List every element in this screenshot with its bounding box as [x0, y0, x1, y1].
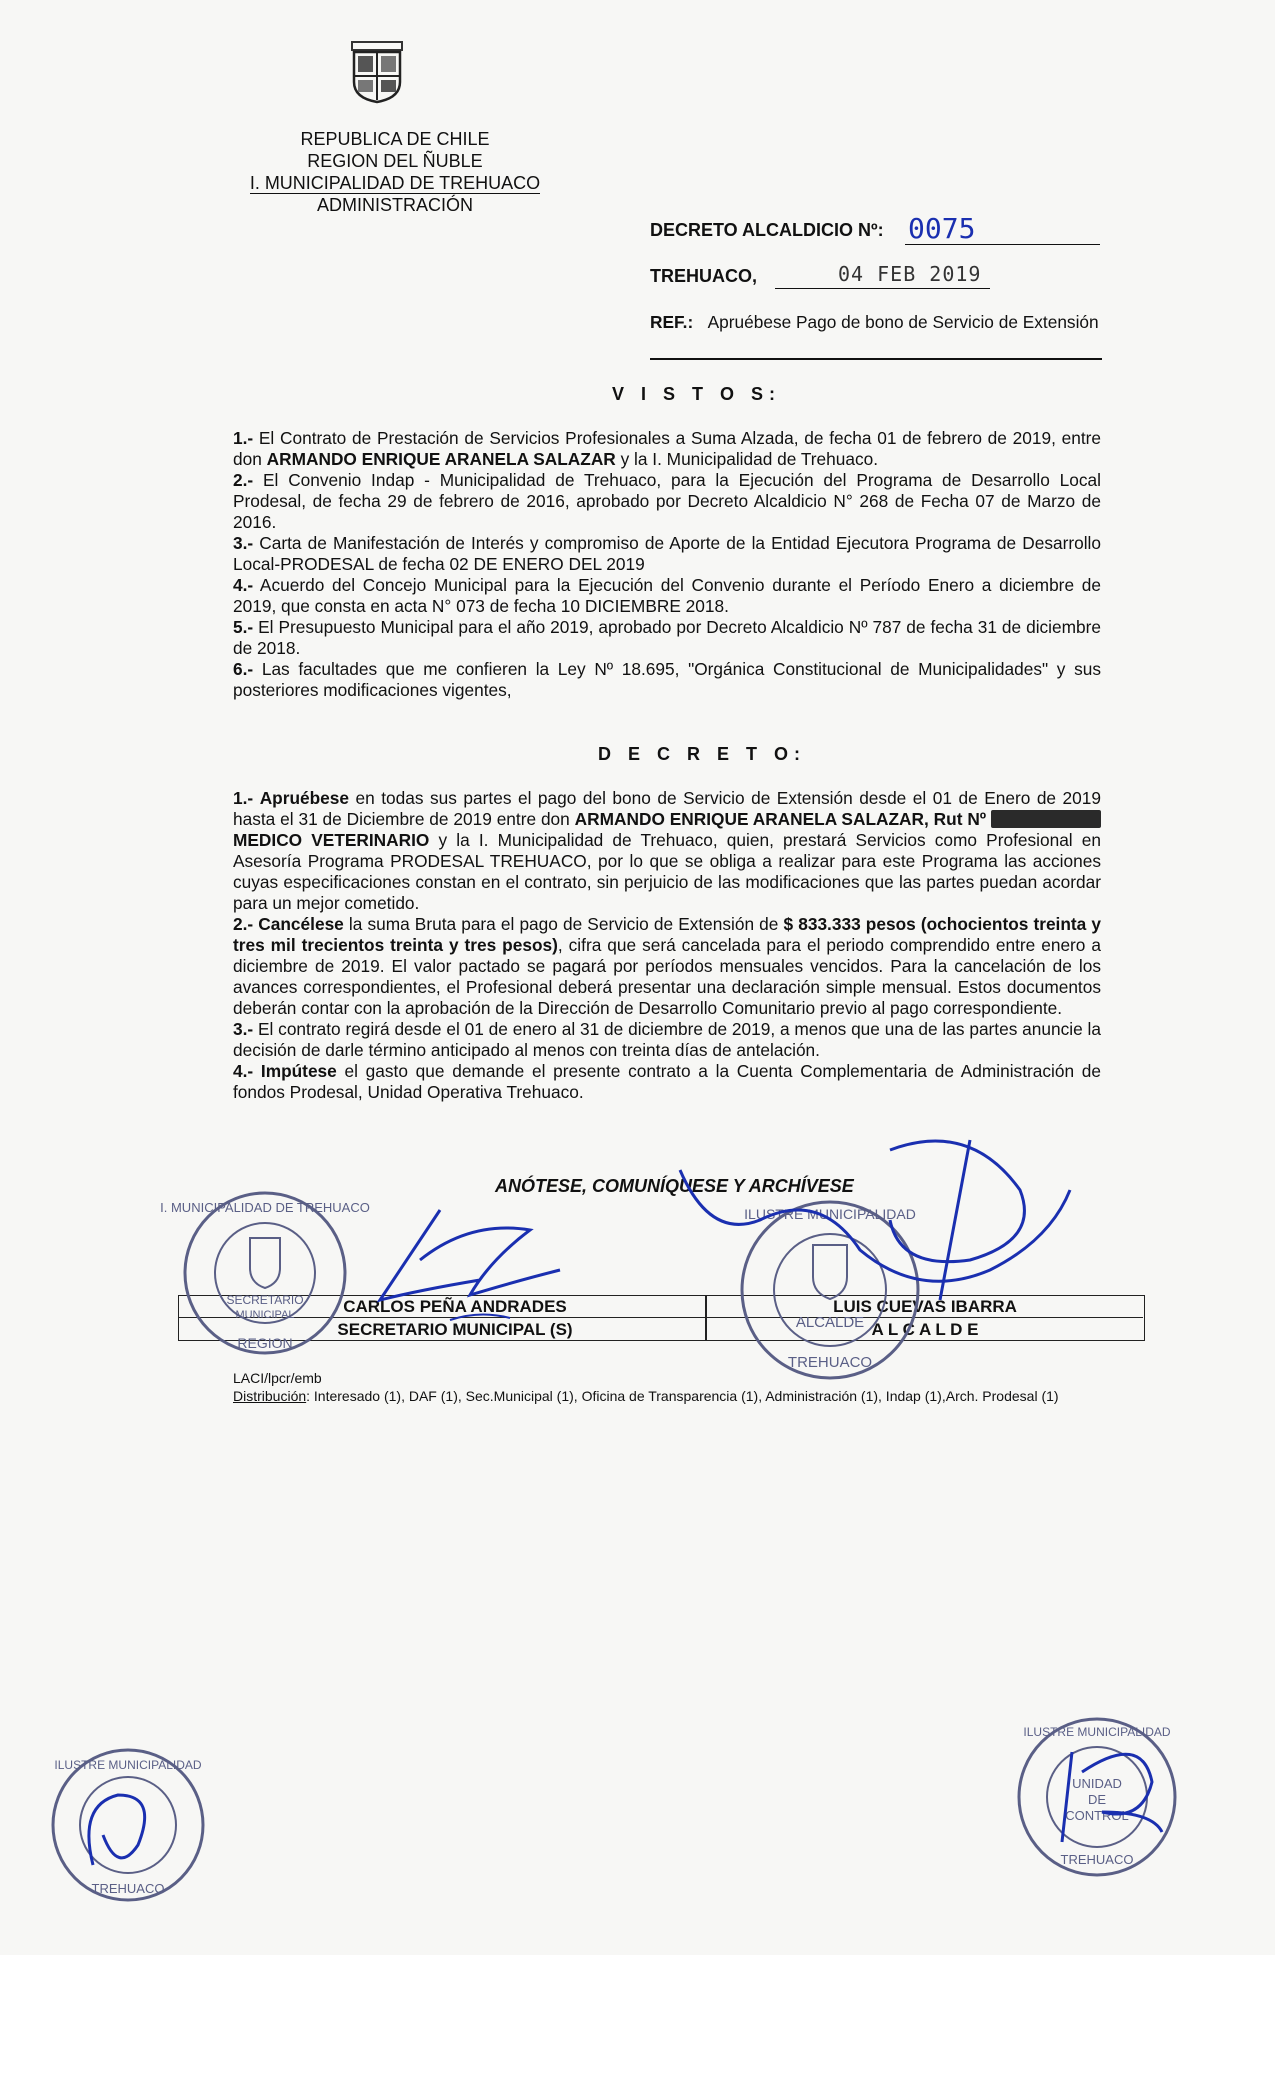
vistos-item: 4.- Acuerdo del Concejo Municipal para la Ejecución del Convenio durante el Período Enero a diciembre de 2019, que consta en acta N° 073 de fecha 10 DICIEMBRE 2018. [233, 575, 1101, 616]
decreto-item-2: 2.- Cancélese la suma Bruta para el pago de Servicio de Extensión de $ 833.333 pesos (ochocientos treinta y tres mil trecientos treinta y tres pesos), cifra que será cancelada para el periodo comprendido entre enero a diciembre de 2019. El valor pactado se pagará por períodos mensuales vencidos. Para la cancelación de los avances correspondientes, el Profesional deberá presentar una declaración simple mensual. Estos documentos deberán contar con la aprobación de la Dirección de Desarrollo Comunitario previo al pago correspondiente. [233, 914, 1101, 1018]
svg-text:MUNICIPAL: MUNICIPAL [235, 1309, 295, 1321]
svg-text:UNIDAD: UNIDAD [1072, 1776, 1122, 1791]
svg-text:TREHUACO: TREHUACO [1060, 1852, 1134, 1867]
decreto-item-3: 3.- El contrato regirá desde el 01 de enero al 31 de diciembre de 2019, a menos que una de las partes anuncie la decisión de darle término anticipado al menos con treinta días de antelación. [233, 1019, 1101, 1060]
svg-text:TREHUACO: TREHUACO [787, 1354, 873, 1371]
vistos-item: 1.- El Contrato de Prestación de Servicios Profesionales a Suma Alzada, de fecha 01 de febrero de 2019, entre don ARMANDO ENRIQUE ARANELA SALAZAR y la I. Municipalidad de Trehuaco. [233, 428, 1101, 469]
decreto-title: D E C R E T O: [598, 744, 807, 764]
lower-right-seal-icon [1012, 1712, 1182, 1882]
svg-text:I. MUNICIPALIDAD DE TREHUACO: I. MUNICIPALIDAD DE TREHUACO [160, 1200, 370, 1215]
decree-number-label: DECRETO ALCALDICIO Nº: [650, 220, 884, 240]
secretario-signature-icon [360, 1200, 580, 1350]
svg-text:DE: DE [1087, 1792, 1107, 1807]
header-municipalidad: I. MUNICIPALIDAD DE TREHUACO [249, 173, 541, 193]
vistos-item: 5.- El Presupuesto Municipal para el año 2019, aprobado por Decreto Alcaldicio Nº 787 de fecha 31 de diciembre de 2018. [233, 617, 1101, 658]
svg-text:ILUSTRE MUNICIPALIDAD: ILUSTRE MUNICIPALIDAD [1023, 1725, 1171, 1739]
svg-text:ILUSTRE MUNICIPALIDAD: ILUSTRE MUNICIPALIDAD [744, 1206, 916, 1222]
vistos-item: 3.- Carta de Manifestación de Interés y compromiso de Aporte de la Entidad Ejecutora Programa de Desarrollo Local-PRODESAL de fecha 02 DE ENERO DEL 2019 [233, 533, 1101, 574]
svg-text:SECRETARIO: SECRETARIO [226, 1293, 304, 1307]
redacted-rut [991, 810, 1101, 828]
decreto-body [233, 788, 1101, 1103]
alcalde-name: LUIS CUEVAS IBARRA [833, 1297, 1017, 1316]
decreto-item-4: 4.- Impútese el gasto que demande el presente contrato a la Cuenta Complementaria de Administración de fondos Prodesal, Unidad Operativa Trehuaco. [233, 1061, 1102, 1102]
header-region: REGION DEL ÑUBLE [307, 151, 483, 171]
decree-date-stamp: 04 FEB 2019 [838, 262, 982, 286]
svg-text:TREHUACO: TREHUACO [91, 1881, 165, 1896]
municipal-crest-icon [346, 38, 408, 104]
decree-number-handwritten: 0075 [908, 212, 976, 245]
svg-text:CONTROL: CONTROL [1065, 1808, 1129, 1823]
page-margin [0, 1955, 1275, 2100]
decree-reference [650, 312, 1100, 333]
decreto-item-1: 1.- Apruébese en todas sus partes el pago del bono de Servicio de Extensión desde el 01 de Enero de 2019 hasta el 31 de Diciembre de 2019 entre don ARMANDO ENRIQUE ARANELA SALAZAR, Rut Nº MEDICO VETERINARIO y la I. Municipalidad de Trehuaco, quien, prestará Servicios como Profesional en Asesoría Programa PRODESAL TREHUACO, por lo que se obliga a realizar para este Programa las acciones cuyas especificaciones constan en el contrato, sin perjuicio de las modificaciones que las partes puedan acordar para un mejor cometido. [233, 788, 1102, 913]
closing-formula: ANÓTESE, COMUNÍQUESE Y ARCHÍVESE [495, 1176, 854, 1196]
decree-place-label: TREHUACO, [650, 266, 757, 286]
secretario-seal-icon [160, 1188, 370, 1358]
alcalde-title: A L C A L D E [871, 1320, 979, 1339]
svg-text:ILUSTRE MUNICIPALIDAD: ILUSTRE MUNICIPALIDAD [54, 1758, 202, 1772]
vistos-title: V I S T O S: [612, 384, 782, 404]
decree-date-line [775, 288, 990, 289]
vistos-item: 2.- El Convenio Indap - Municipalidad de Trehuaco, para la Ejecución del Programa de Desarrollo Local Prodesal, de fecha 29 de febrero de 2016, aprobado por Decreto Alcaldicio N° 268 de Fecha 07 de Marzo de 2016. [233, 470, 1101, 532]
vistos-list [233, 428, 1101, 701]
secretario-title: SECRETARIO MUNICIPAL (S) [337, 1320, 573, 1339]
ref-label: REF.: [650, 312, 694, 332]
reference-underline [650, 358, 1102, 360]
ref-text: Apruébese Pago de bono de Servicio de Extensión [707, 312, 1099, 332]
svg-text:ALCALDE: ALCALDE [795, 1314, 865, 1331]
alcalde-signature-icon [640, 1130, 1100, 1330]
footer-initials: LACI/lpcr/emb [233, 1370, 322, 1386]
lower-left-seal-icon [48, 1745, 208, 1905]
header-administracion: ADMINISTRACIÓN [316, 195, 473, 215]
secretario-name: CARLOS PEÑA ANDRADES [343, 1297, 567, 1316]
header-republica: REPUBLICA DE CHILE [300, 129, 490, 149]
footer-distribution: Distribución: Interesado (1), DAF (1), Sec.Municipal (1), Oficina de Transparencia (1), Administración (1), Indap (1),Arch. Prodesal (1) [233, 1388, 1059, 1404]
svg-text:REGION: REGION [237, 1335, 293, 1351]
vistos-item: 6.- Las facultades que me confieren la Ley Nº 18.695, "Orgánica Constitucional de Municipalidades" y sus posteriores modificaciones vigentes, [233, 659, 1101, 700]
